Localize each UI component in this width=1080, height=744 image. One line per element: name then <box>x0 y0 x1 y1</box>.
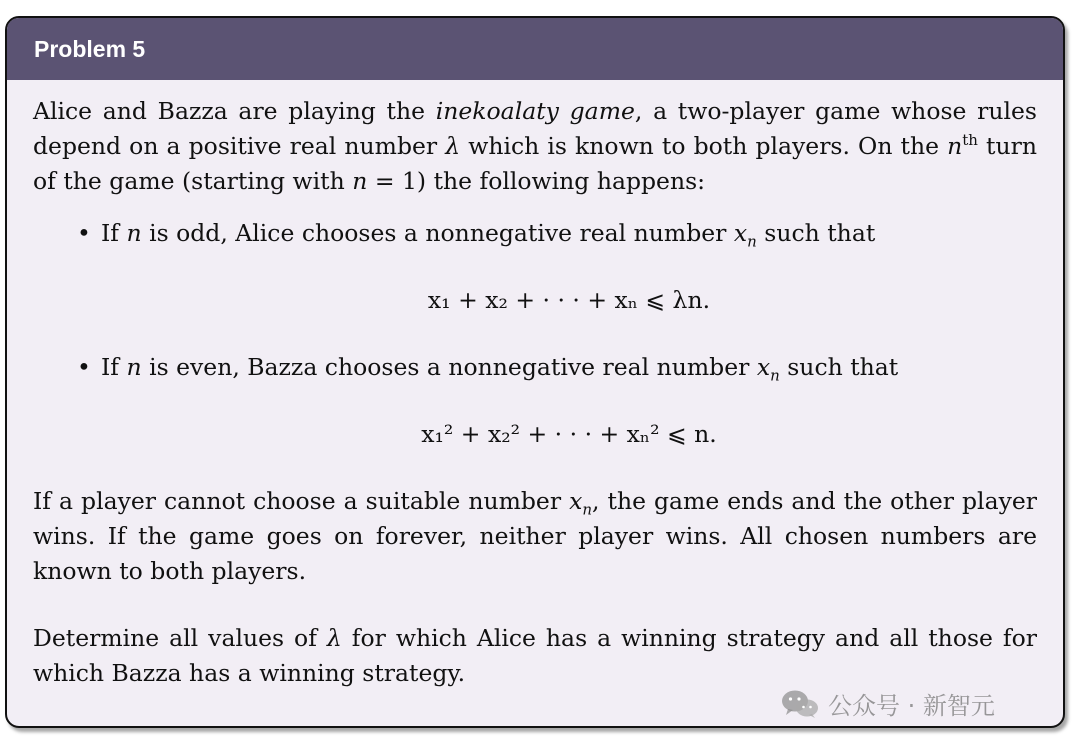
closing-text: , the game ends and the other player wins. If the game goes on forever, neither player wins. All chosen numbers are known to both players. <box>33 487 1037 585</box>
closing-text: If a player cannot choose a suitable number <box>33 487 570 515</box>
x-subscript: n <box>770 366 780 385</box>
rule-odd <box>33 216 1037 318</box>
x-subscript: n <box>747 232 757 251</box>
question-text: for which Alice has a winning strategy and all those for which Bazza has a winning strategy. <box>33 624 1037 687</box>
n-variable: n <box>352 167 368 195</box>
rule-text: If <box>101 353 127 381</box>
square-sum-constraint-equation: x₁² + x₂² + · · · + xₙ² ⩽ n. <box>421 420 717 448</box>
problem-header <box>7 18 1063 80</box>
x-variable: x <box>733 219 748 247</box>
intro-paragraph <box>33 94 1037 199</box>
problem-title: Problem 5 <box>34 36 146 62</box>
wechat-icon <box>780 689 820 719</box>
lambda-symbol: λ <box>326 624 342 652</box>
rule-text: such that <box>756 219 876 247</box>
intro-text: which is known to both players. On the <box>460 132 948 160</box>
intro-text: turn of the game (starting with <box>33 132 1038 195</box>
watermark <box>780 686 995 721</box>
rule-text: If <box>101 219 127 247</box>
x-variable: x <box>569 487 583 515</box>
rule-text: is even, Bazza chooses a nonnegative real number <box>141 353 757 381</box>
x-variable: x <box>756 353 771 381</box>
n-variable: n <box>947 132 963 160</box>
n-variable: n <box>126 219 142 247</box>
lambda-symbol: λ <box>445 132 461 160</box>
x-subscript: n <box>582 500 593 519</box>
bullet-dot: • <box>77 353 91 381</box>
rule-text: such that <box>779 353 899 381</box>
closing-paragraph <box>33 484 1037 589</box>
sum-constraint-equation: x₁ + x₂ + · · · + xₙ ⩽ λn. <box>427 286 711 314</box>
question-text: Determine all values of <box>33 624 327 652</box>
intro-text: Alice and Bazza are playing the <box>33 97 436 125</box>
problem-content <box>7 80 1063 691</box>
n-variable: n <box>126 353 142 381</box>
intro-text: , a two-player game whose rules depend on a positive real number <box>33 97 1037 160</box>
rule-even <box>33 350 1037 452</box>
rule-text: is odd, Alice chooses a nonnegative real number <box>141 219 734 247</box>
rules-list <box>33 216 1037 452</box>
th-superscript: th <box>962 131 978 150</box>
watermark-text: 公众号 · 新智元 <box>828 692 995 720</box>
game-name: inekoalaty game <box>435 97 635 125</box>
bullet-dot: • <box>77 219 91 247</box>
question-paragraph <box>33 621 1037 691</box>
intro-text: = 1) the following happens: <box>367 167 706 195</box>
problem-box <box>5 16 1065 728</box>
